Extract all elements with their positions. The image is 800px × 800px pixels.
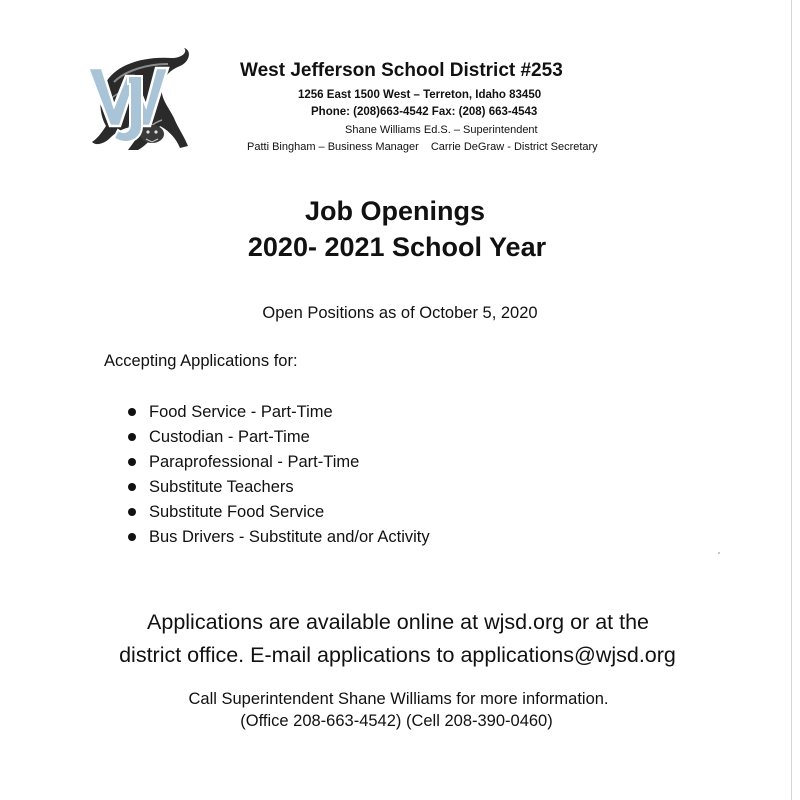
page-title: Job Openings [304,196,485,226]
page-subtitle: 2020- 2021 School Year [247,232,547,262]
applications-line-1: Applications are available online at wjsd.org or at the [147,610,649,634]
business-manager: Patti Bingham – Business Manager [247,141,419,153]
bullet-icon [128,408,136,416]
bullet-icon [128,483,136,491]
position-list [124,402,430,552]
district-name: West Jefferson School District #253 [240,60,563,81]
bullet-icon [128,458,136,466]
contact-line-2: (Office 208-663-4542) (Cell 208-390-0460) [240,712,553,730]
page-edge [791,0,792,800]
bullet-icon [128,533,136,541]
list-item: Substitute Food Service [124,502,430,527]
accepting-label: Accepting Applications for: [104,352,298,370]
bullet-icon [128,508,136,516]
list-item: Custodian - Part-Time [124,427,430,452]
district-secretary: Carrie DeGraw - District Secretary [430,141,598,153]
list-item: Bus Drivers - Substitute and/or Activity [124,527,430,552]
list-item: Food Service - Part-Time [124,402,430,427]
scan-speck [718,552,720,554]
bullet-icon [128,433,136,441]
contact-info [0,688,800,732]
district-address: 1256 East 1500 West – Terreton, Idaho 83450 [298,89,542,101]
applications-info [0,606,800,672]
staff-line [247,141,598,153]
list-item: Substitute Teachers [124,477,430,502]
panther-logo-icon [84,46,194,158]
list-item: Paraprofessional - Part-Time [124,452,430,477]
applications-line-2: district office. E-mail applications to applications@wjsd.org [119,643,676,667]
positions-as-of: Open Positions as of October 5, 2020 [262,304,538,322]
district-phone-fax: Phone: (208)663-4542 Fax: (208) 663-4543 [311,106,538,118]
contact-line-1: Call Superintendent Shane Williams for more information. [188,690,609,708]
superintendent-line: Shane Williams Ed.S. – Superintendent [345,124,538,136]
district-logo [84,46,194,158]
